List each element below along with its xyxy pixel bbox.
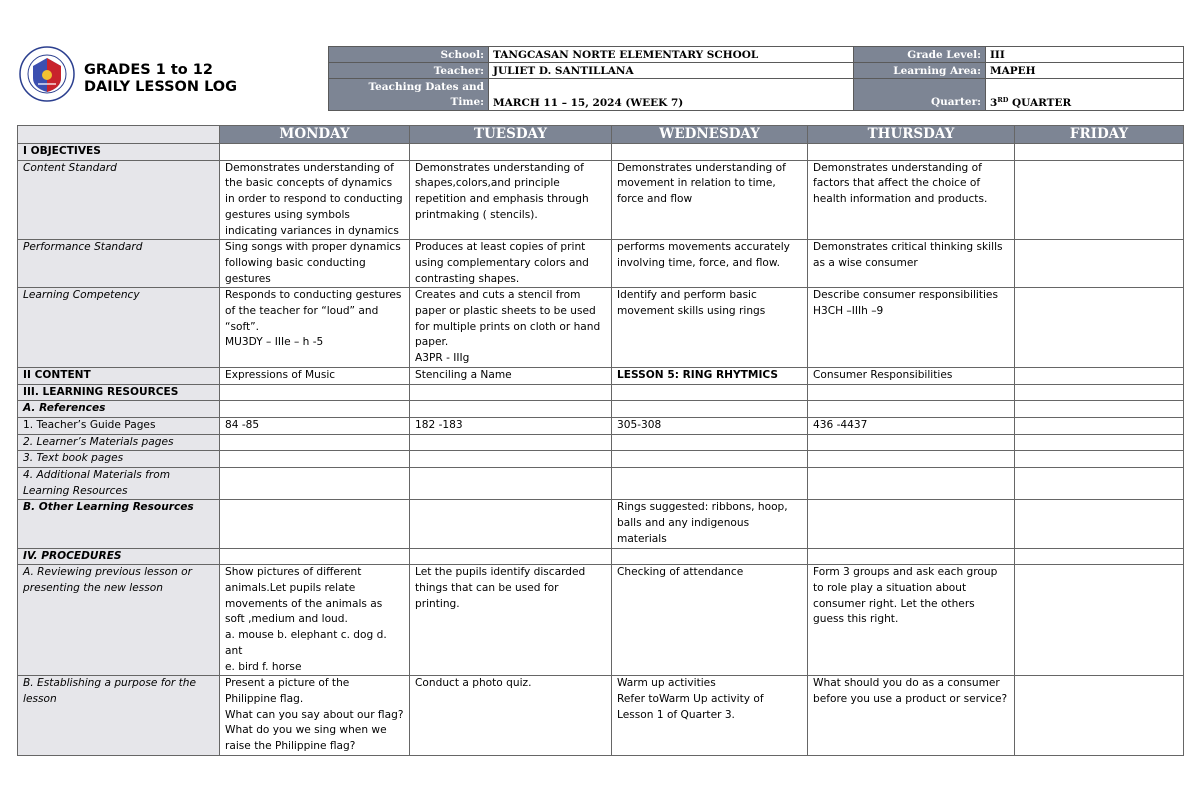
learning-competency-tuesday: Creates and cuts a stencil from paper or plastic sheets to be used for multiple prints on cloth or hand paper. A3PR - IIIg	[410, 288, 612, 368]
objectives-row	[18, 144, 1184, 161]
reviewing-friday	[1015, 565, 1184, 676]
day-header-row	[18, 126, 1184, 144]
content-wednesday: LESSON 5: RING RHYTMICS	[612, 367, 808, 384]
establishing-thursday: What should you do as a consumer before you use a product or service?	[808, 676, 1015, 756]
other-resources-monday	[220, 500, 410, 548]
learning-area-label: Learning Area:	[854, 63, 986, 79]
reviewing-thursday: Form 3 groups and ask each group to role play a situation about consumer right. Let the others guess this right.	[808, 565, 1015, 676]
performance-standard-monday: Sing songs with proper dynamics following basic conducting gestures	[220, 240, 410, 288]
teaching-dates-value: MARCH 11 – 15, 2024 (WEEK 7)	[489, 79, 854, 111]
content-standard-label: Content Standard	[18, 160, 220, 240]
grade-level-value: III	[986, 47, 1184, 63]
reviewing-row	[18, 565, 1184, 676]
text-book-label: 3. Text book pages	[18, 451, 220, 468]
day-header-wednesday: WEDNESDAY	[612, 126, 808, 144]
establishing-wednesday: Warm up activities Refer toWarm Up activity of Lesson 1 of Quarter 3.	[612, 676, 808, 756]
quarter-number: 3	[990, 97, 998, 109]
performance-standard-thursday: Demonstrates critical thinking skills as a wise consumer	[808, 240, 1015, 288]
reviewing-monday: Show pictures of different animals.Let pupils relate movements of the animals as soft ,medium and loud. a. mouse b. elephant c. dog d. ant e. bird f. horse	[220, 565, 410, 676]
reviewing-tuesday: Let the pupils identify discarded things that can be used for printing.	[410, 565, 612, 676]
teachers-guide-thursday: 436 -4437	[808, 417, 1015, 434]
establishing-label: B. Establishing a purpose for the lesson	[18, 676, 220, 756]
day-header-monday: MONDAY	[220, 126, 410, 144]
teachers-guide-wednesday: 305-308	[612, 417, 808, 434]
objectives-label: I OBJECTIVES	[18, 144, 220, 161]
teachers-guide-row	[18, 417, 1184, 434]
teaching-dates-label: Teaching Dates and Time:	[329, 79, 489, 111]
establishing-friday	[1015, 676, 1184, 756]
procedures-row	[18, 548, 1184, 565]
title-line-2: DAILY LESSON LOG	[84, 79, 238, 95]
content-thursday: Consumer Responsibilities	[808, 367, 1015, 384]
deped-seal-icon	[19, 46, 75, 102]
content-standard-row	[18, 160, 1184, 240]
content-standard-tuesday: Demonstrates understanding of shapes,colors,and principle repetition and emphasis through printmaking ( stencils).	[410, 160, 612, 240]
learners-materials-label: 2. Learner’s Materials pages	[18, 434, 220, 451]
content-friday	[1015, 367, 1184, 384]
text-book-row	[18, 451, 1184, 468]
performance-standard-row	[18, 240, 1184, 288]
lesson-log-table	[17, 125, 1184, 756]
additional-materials-row	[18, 468, 1184, 500]
establishing-tuesday: Conduct a photo quiz.	[410, 676, 612, 756]
other-resources-thursday	[808, 500, 1015, 548]
other-resources-row	[18, 500, 1184, 548]
content-standard-wednesday: Demonstrates understanding of movement in relation to time, force and flow	[612, 160, 808, 240]
learning-resources-label: III. LEARNING RESOURCES	[18, 384, 220, 401]
day-header-friday: FRIDAY	[1015, 126, 1184, 144]
reviewing-wednesday: Checking of attendance	[612, 565, 808, 676]
learning-competency-thursday: Describe consumer responsibilities H3CH –IIIh –9	[808, 288, 1015, 368]
other-resources-label: B. Other Learning Resources	[18, 500, 220, 548]
learning-competency-label: Learning Competency	[18, 288, 220, 368]
references-label: A. References	[18, 401, 220, 418]
reviewing-label: A. Reviewing previous lesson or presenting the new lesson	[18, 565, 220, 676]
learning-area-value: MAPEH	[986, 63, 1184, 79]
content-standard-thursday: Demonstrates understanding of factors that affect the choice of health information and products.	[808, 160, 1015, 240]
quarter-ordinal: RD	[997, 96, 1009, 104]
content-standard-friday	[1015, 160, 1184, 240]
references-row	[18, 401, 1184, 418]
document-title	[84, 62, 237, 96]
teacher-value: JULIET D. SANTILLANA	[489, 63, 854, 79]
header-info-table	[328, 46, 1184, 111]
grade-level-label: Grade Level:	[854, 47, 986, 63]
performance-standard-label: Performance Standard	[18, 240, 220, 288]
content-label: II CONTENT	[18, 367, 220, 384]
quarter-value	[986, 79, 1184, 111]
school-label: School:	[329, 47, 489, 63]
procedures-label: IV. PROCEDURES	[18, 548, 220, 565]
learning-competency-row	[18, 288, 1184, 368]
header-branding	[17, 46, 327, 108]
learning-competency-wednesday: Identify and perform basic movement skills using rings	[612, 288, 808, 368]
content-monday: Expressions of Music	[220, 367, 410, 384]
content-tuesday: Stenciling a Name	[410, 367, 612, 384]
learning-resources-row	[18, 384, 1184, 401]
quarter-label: Quarter:	[854, 79, 986, 111]
content-standard-monday: Demonstrates understanding of the basic concepts of dynamics in order to respond to conducting gestures using symbols indicating variances in dynamics	[220, 160, 410, 240]
teacher-label: Teacher:	[329, 63, 489, 79]
other-resources-friday	[1015, 500, 1184, 548]
establishing-row	[18, 676, 1184, 756]
teachers-guide-friday	[1015, 417, 1184, 434]
performance-standard-wednesday: performs movements accurately involving time, force, and flow.	[612, 240, 808, 288]
corner-cell	[18, 126, 220, 144]
learning-competency-friday	[1015, 288, 1184, 368]
other-resources-tuesday	[410, 500, 612, 548]
learners-materials-row	[18, 434, 1184, 451]
content-row	[18, 367, 1184, 384]
quarter-word: QUARTER	[1008, 97, 1072, 109]
additional-materials-label: 4. Additional Materials from Learning Resources	[18, 468, 220, 500]
other-resources-wednesday: Rings suggested: ribbons, hoop, balls and any indigenous materials	[612, 500, 808, 548]
day-header-tuesday: TUESDAY	[410, 126, 612, 144]
performance-standard-friday	[1015, 240, 1184, 288]
performance-standard-tuesday: Produces at least copies of print using complementary colors and contrasting shapes.	[410, 240, 612, 288]
teachers-guide-tuesday: 182 -183	[410, 417, 612, 434]
title-line-1: GRADES 1 to 12	[84, 62, 213, 78]
learning-competency-monday: Responds to conducting gestures of the teacher for “loud” and “soft”. MU3DY – IIIe – h -5	[220, 288, 410, 368]
day-header-thursday: THURSDAY	[808, 126, 1015, 144]
school-value: TANGCASAN NORTE ELEMENTARY SCHOOL	[489, 47, 854, 63]
teachers-guide-monday: 84 -85	[220, 417, 410, 434]
establishing-monday: Present a picture of the Philippine flag. What can you say about our flag? What do you we sing when we raise the Philippine flag?	[220, 676, 410, 756]
teachers-guide-label: 1. Teacher’s Guide Pages	[18, 417, 220, 434]
